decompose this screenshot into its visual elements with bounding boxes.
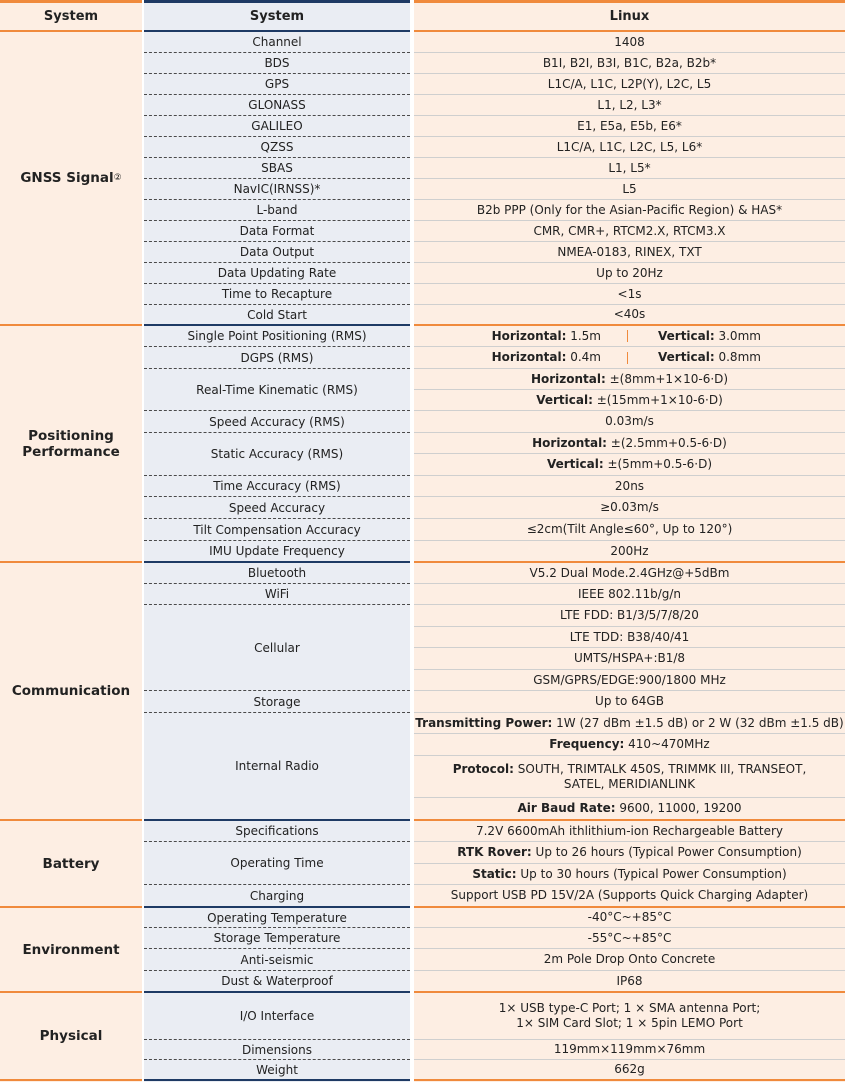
value-text: B1I, B2I, B3I, B1C, B2a, B2b* xyxy=(542,55,717,70)
value-bluetooth xyxy=(414,563,845,583)
protocol-value-line2: SATEL, MERIDIANLINK xyxy=(563,776,696,791)
rtk-rover-value: Up to 26 hours (Typical Power Consumption) xyxy=(531,845,802,859)
value-l-band xyxy=(414,200,845,220)
value-qzss xyxy=(414,137,845,157)
horizontal-label: Horizontal: xyxy=(532,435,607,450)
horizontal-value: 1.5m xyxy=(566,328,601,343)
value-text: 1408 xyxy=(614,34,645,49)
static-label: Static: xyxy=(472,866,517,881)
value-radio-protocol xyxy=(414,756,845,797)
value-text: IEEE 802.11b/g/n xyxy=(577,586,681,601)
label-data-format: Data Format xyxy=(239,224,315,238)
value-text: IP68 xyxy=(616,973,643,988)
label-qzss: QZSS xyxy=(260,140,294,154)
static-value: Up to 30 hours (Typical Power Consumption) xyxy=(516,866,787,881)
horizontal-value: ±(8mm+1×10-6·D) xyxy=(605,371,729,386)
value-radio-transmitting-power xyxy=(414,713,845,733)
value-text: 7.2V 6600mAh ithlithium-ion Rechargeable Battery xyxy=(475,823,784,838)
label-data-output: Data Output xyxy=(239,245,315,259)
horizontal-value: ±(2.5mm+0.5-6·D) xyxy=(606,435,727,450)
value-dimensions xyxy=(414,1040,845,1059)
horizontal-label: Horizontal: xyxy=(491,350,567,364)
air-baud-rate-label: Air Baud Rate: xyxy=(517,801,616,815)
value-glonass xyxy=(414,95,845,115)
label-wifi: WiFi xyxy=(264,587,290,601)
value-gps xyxy=(414,74,845,94)
value-text: L1C/A, L1C, L2C, L5, L6* xyxy=(556,139,703,154)
value-text: Up to 20Hz xyxy=(596,265,663,280)
value-text: 2m Pole Drop Onto Concrete xyxy=(543,952,716,966)
category-label: Battery xyxy=(42,855,100,872)
group-divider xyxy=(414,1079,845,1081)
value-text: -40°C~+85°C xyxy=(587,910,672,924)
vertical-label: Vertical: xyxy=(546,457,604,471)
value-data-output xyxy=(414,242,845,262)
value-text: <40s xyxy=(613,307,646,321)
value-text: L1, L2, L3* xyxy=(597,97,662,112)
label-imu-update-frequency: IMU Update Frequency xyxy=(209,544,345,558)
value-storage xyxy=(414,691,845,712)
label-sbas: SBAS xyxy=(261,161,293,175)
value-channel xyxy=(414,32,845,52)
category-communication xyxy=(0,563,142,819)
value-cellular-umts xyxy=(414,648,845,669)
label-cellular: Cellular xyxy=(254,640,300,655)
header-linux: Linux xyxy=(609,9,650,24)
category-positioning-performance xyxy=(0,326,142,561)
value-text: 119mm×119mm×76mm xyxy=(553,1042,706,1056)
value-rtk-vertical xyxy=(414,390,845,410)
value-text: L1C/A, L1C, L2P(Y), L2C, L5 xyxy=(547,76,712,91)
value-wifi xyxy=(414,584,845,604)
label-storage-temperature: Storage Temperature xyxy=(213,931,341,945)
label-rtk: Real-Time Kinematic (RMS) xyxy=(196,382,358,397)
value-cellular-gsm xyxy=(414,670,845,690)
value-text: NMEA-0183, RINEX, TXT xyxy=(557,244,702,259)
value-text: -55°C~+85°C xyxy=(587,930,672,945)
value-single-point-positioning xyxy=(414,326,845,346)
value-io-interface xyxy=(414,993,845,1039)
label-charging: Charging xyxy=(249,888,305,903)
frequency-label: Frequency: xyxy=(549,737,625,751)
label-bds: BDS xyxy=(264,56,290,70)
value-bds xyxy=(414,53,845,73)
value-operating-time-static xyxy=(414,864,845,884)
value-operating-time-rtk xyxy=(414,842,845,863)
value-static-horizontal xyxy=(414,433,845,453)
group-divider xyxy=(144,1079,410,1081)
label-operating-temperature: Operating Temperature xyxy=(207,910,347,925)
value-static-vertical xyxy=(414,454,845,475)
value-radio-air-baud-rate xyxy=(414,798,845,819)
value-text: V5.2 Dual Mode.2.4GHz@+5dBm xyxy=(529,565,730,580)
value-imu-update-frequency xyxy=(414,541,845,561)
value-dgps xyxy=(414,347,845,368)
transmitting-power-value: 1W (27 dBm ±1.5 dB) or 2 W (32 dBm ±1.5 dB) xyxy=(552,715,844,730)
frequency-value: 410~470MHz xyxy=(624,737,710,751)
value-time-to-recapture xyxy=(414,284,845,304)
label-gps: GPS xyxy=(264,77,290,91)
label-glonass: GLONASS xyxy=(248,98,306,112)
value-text: ≥0.03m/s xyxy=(600,500,659,514)
label-bluetooth: Bluetooth xyxy=(247,566,307,580)
label-dgps: DGPS (RMS) xyxy=(240,350,314,365)
header-system-2: System xyxy=(249,9,305,24)
value-speed-accuracy xyxy=(414,497,845,518)
value-dust-waterproof xyxy=(414,971,845,991)
label-dimensions: Dimensions xyxy=(241,1042,313,1057)
value-text: E1, E5a, E5b, E6* xyxy=(577,118,682,133)
value-speed-accuracy-rms xyxy=(414,411,845,432)
category-label: Environment xyxy=(22,941,120,958)
category-label-line1: Positioning xyxy=(28,427,114,444)
label-speed-accuracy-rms: Speed Accuracy (RMS) xyxy=(209,414,345,429)
value-text: 20ns xyxy=(614,478,645,493)
protocol-value-line1: SOUTH, TRIMTALK 450S, TRIMMK III, TRANSEOT, xyxy=(513,761,807,776)
category-physical xyxy=(0,993,142,1079)
value-cold-start xyxy=(414,305,845,324)
value-text: B2b PPP (Only for the Asian-Pacific Region) & HAS* xyxy=(476,202,783,217)
category-environment xyxy=(0,908,142,991)
value-line1: 1× USB type-C Port; 1 × SMA antenna Port; xyxy=(498,1001,761,1015)
label-operating-time: Operating Time xyxy=(230,856,324,870)
label-speed-accuracy: Speed Accuracy xyxy=(228,500,326,515)
value-text: CMR, CMR+, RTCM2.X, RTCM3.X xyxy=(533,223,726,238)
vertical-value: 0.8mm xyxy=(714,350,761,364)
category-gnss-signal xyxy=(0,32,142,324)
air-baud-rate-value: 9600, 11000, 19200 xyxy=(615,801,742,815)
vertical-value: ±(5mm+0.5-6·D) xyxy=(603,457,713,471)
category-label-line2: Performance xyxy=(22,443,120,460)
label-single-point-positioning: Single Point Positioning (RMS) xyxy=(187,329,367,343)
horizontal-label: Horizontal: xyxy=(530,371,606,386)
value-radio-frequency xyxy=(414,734,845,755)
value-text: L5 xyxy=(622,181,637,196)
value-text: ≤2cm(Tilt Angle≤60°, Up to 120°) xyxy=(526,522,733,536)
label-cold-start: Cold Start xyxy=(247,307,307,322)
value-text: UMTS/HSPA+:B1/8 xyxy=(573,651,686,665)
label-navic: NavIC(IRNSS)* xyxy=(233,182,321,196)
value-specifications xyxy=(414,821,845,841)
label-data-updating-rate: Data Updating Rate xyxy=(217,266,337,280)
label-specifications: Specifications xyxy=(235,824,319,838)
label-io-interface: I/O Interface xyxy=(239,1009,315,1023)
footnote-marker: ② xyxy=(113,173,122,183)
label-anti-seismic: Anti-seismic xyxy=(240,952,314,967)
label-l-band: L-band xyxy=(256,203,298,217)
vertical-value: ±(15mm+1×10-6·D) xyxy=(592,392,723,407)
label-internal-radio: Internal Radio xyxy=(235,759,319,773)
label-weight: Weight xyxy=(256,1062,298,1077)
value-cellular-lte-fdd xyxy=(414,605,845,626)
value-time-accuracy xyxy=(414,476,845,496)
category-label: Communication xyxy=(11,683,131,699)
value-storage-temperature xyxy=(414,928,845,948)
value-cellular-lte-tdd xyxy=(414,627,845,647)
vertical-label: Vertical: xyxy=(536,392,593,407)
vertical-label: Vertical: xyxy=(658,328,715,343)
value-text: LTE FDD: B1/3/5/7/8/20 xyxy=(560,608,699,622)
vertical-label: Vertical: xyxy=(658,350,715,364)
value-charging xyxy=(414,885,845,906)
value-rtk-horizontal xyxy=(414,369,845,389)
label-galileo: GALILEO xyxy=(251,119,303,133)
category-label: GNSS Signal xyxy=(20,170,114,186)
label-time-to-recapture: Time to Recapture xyxy=(221,287,333,301)
rtk-rover-label: RTK Rover: xyxy=(457,845,532,859)
label-tilt-compensation: Tilt Compensation Accuracy xyxy=(193,522,361,537)
value-navic xyxy=(414,179,845,199)
label-storage: Storage xyxy=(253,694,301,709)
value-text: 200Hz xyxy=(610,543,649,558)
value-data-format xyxy=(414,221,845,241)
group-divider xyxy=(0,1079,142,1081)
value-text: L1, L5* xyxy=(608,160,651,175)
value-text: Up to 64GB xyxy=(595,694,664,708)
label-channel: Channel xyxy=(252,35,302,49)
value-galileo xyxy=(414,116,845,136)
horizontal-label: Horizontal: xyxy=(491,328,567,343)
value-text: 662g xyxy=(614,1062,645,1076)
label-static-accuracy: Static Accuracy (RMS) xyxy=(210,447,344,461)
category-label: Physical xyxy=(39,1028,103,1044)
value-tilt-compensation xyxy=(414,519,845,540)
label-dust-waterproof: Dust & Waterproof xyxy=(221,974,333,988)
category-battery xyxy=(0,821,142,906)
value-text: Support USB PD 15V/2A (Supports Quick Charging Adapter) xyxy=(450,888,809,902)
value-anti-seismic xyxy=(414,949,845,970)
value-sbas xyxy=(414,158,845,178)
value-weight xyxy=(414,1060,845,1079)
header-system-1: System xyxy=(43,9,99,24)
value-operating-temperature xyxy=(414,908,845,927)
value-text: GSM/GPRS/EDGE:900/1800 MHz xyxy=(533,672,726,687)
value-text: LTE TDD: B38/40/41 xyxy=(569,629,690,644)
transmitting-power-label: Transmitting Power: xyxy=(415,715,553,730)
label-time-accuracy: Time Accuracy (RMS) xyxy=(213,479,341,493)
value-data-updating-rate xyxy=(414,263,845,283)
value-text: <1s xyxy=(617,286,642,301)
vertical-value: 3.0mm xyxy=(714,328,761,343)
value-text: 0.03m/s xyxy=(605,414,654,428)
protocol-label: Protocol: xyxy=(452,761,514,776)
horizontal-value: 0.4m xyxy=(566,350,601,364)
value-line2: 1× SIM Card Slot; 1 × 5pin LEMO Port xyxy=(516,1016,743,1030)
